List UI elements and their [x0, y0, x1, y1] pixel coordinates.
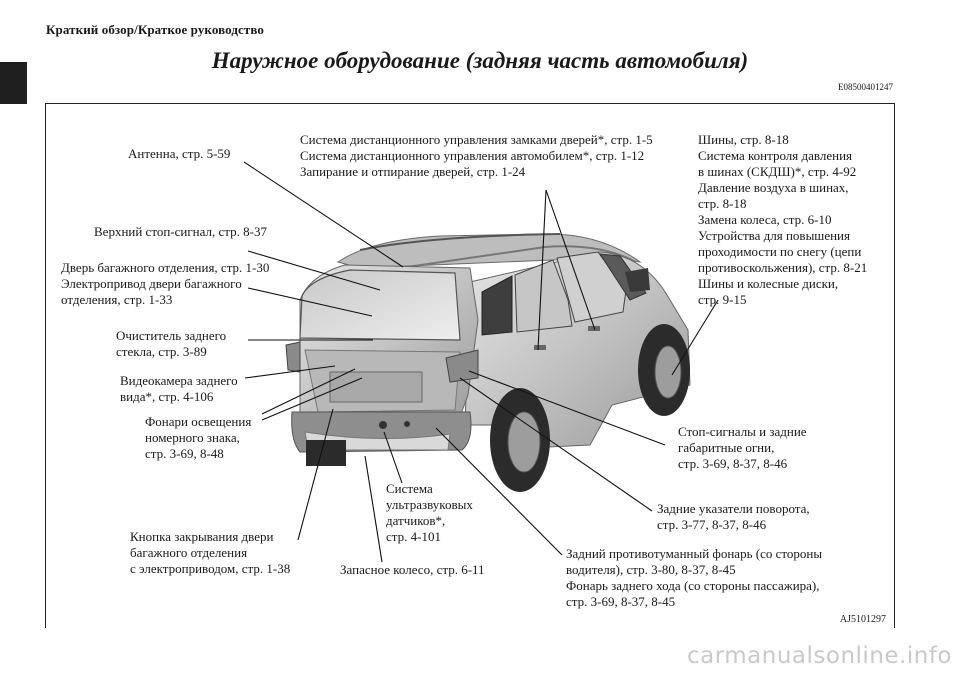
label-turn-signals: Задние указатели поворота, стр. 3-77, 8-37, 8-46 [657, 501, 810, 532]
label-keyless: Система дистанционного управления замками дверей*, стр. 1-5 Система дистанционного управления автомобилем*, стр. 1-12 Запирание и отпирание дверей, стр. 1-24 [300, 132, 653, 179]
label-stop-tail-lamps: Стоп-сигналы и задние габаритные огни, стр. 3-69, 8-37, 8-46 [678, 424, 807, 471]
page-title: Наружное оборудование (задняя часть автомобиля) [211, 48, 749, 73]
label-rear-camera: Видеокамера заднего вида*, стр. 4-106 [120, 373, 238, 404]
label-tailgate: Дверь багажного отделения, стр. 1-30 Электропривод двери багажного отделения, стр. 1-33 [61, 260, 270, 307]
label-high-stop-lamp: Верхний стоп-сигнал, стр. 8-37 [94, 224, 267, 239]
label-tires: Шины, стр. 8-18 Система контроля давления в шинах (СКДШ)*, стр. 4-92 Давление воздуха в шинах, стр. 8-18 Замена колеса, стр. 6-10 Устройства для повышения проходимости по снегу (цепи противоскольжения), стр. 8-21 Шины и колесные диски, стр. 9-15 [698, 132, 868, 307]
label-plate-lamps: Фонари освещения номерного знака, стр. 3-69, 8-48 [145, 414, 252, 461]
label-fog-reverse: Задний противотуманный фонарь (со стороны водителя), стр. 3-80, 8-37, 8-45 Фонарь заднего хода (со стороны пассажира), стр. 3-69, 8-37, 8-45 [566, 546, 823, 609]
label-antenna: Антенна, стр. 5-59 [128, 146, 231, 161]
watermark: carmanualsonline.info [686, 643, 952, 669]
document-code: E08500401247 [838, 82, 893, 92]
figure-code: AJ5101297 [839, 614, 886, 625]
label-spare-wheel: Запасное колесо, стр. 6-11 [340, 562, 485, 577]
label-rear-wiper: Очиститель заднего стекла, стр. 3-89 [116, 328, 227, 359]
label-tailgate-close-button: Кнопка закрывания двери багажного отделения с электроприводом, стр. 1-38 [130, 529, 291, 576]
section-header: Краткий обзор/Краткое руководство [46, 22, 265, 37]
label-sonar: Система ультразвуковых датчиков*, стр. 4-101 [386, 481, 473, 544]
